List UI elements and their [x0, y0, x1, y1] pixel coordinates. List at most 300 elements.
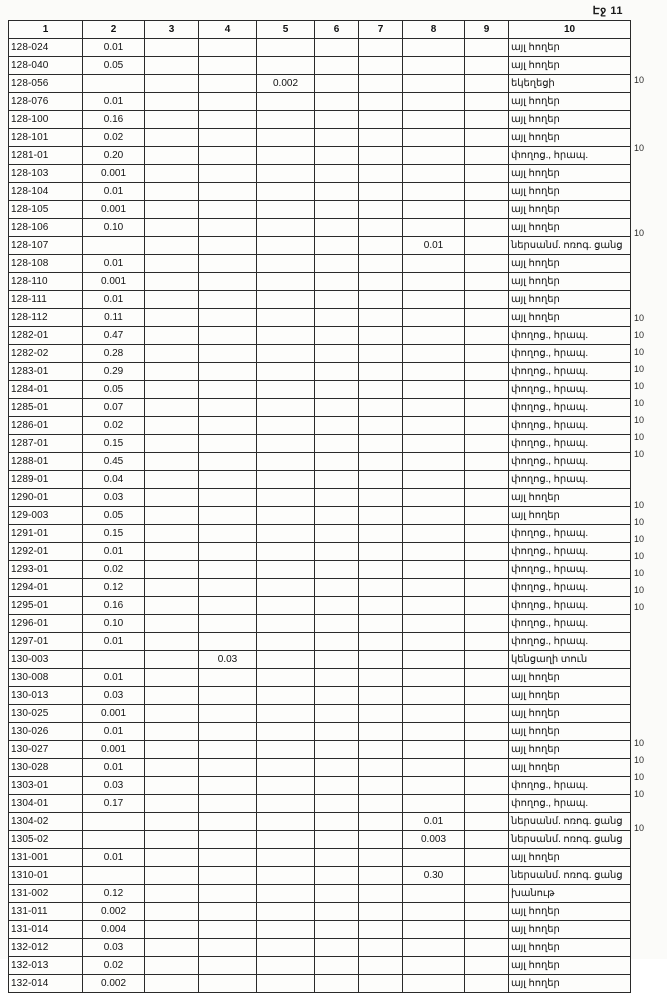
table-row [9, 219, 631, 237]
cell-col-7 [359, 921, 403, 939]
cell-col-6 [315, 291, 359, 309]
cell-col-3 [145, 399, 199, 417]
cell-col-9 [465, 219, 509, 237]
cell-col-2: 0.04 [83, 471, 145, 489]
cell-col-7 [359, 633, 403, 651]
cell-col-7 [359, 903, 403, 921]
margin-mark: 10 [634, 534, 645, 544]
cell-col-3 [145, 921, 199, 939]
cell-parcel-code: 1286-01 [9, 417, 83, 435]
cell-col-2: 0.01 [83, 633, 145, 651]
cell-land-use-note: փողոց., հրապ. [509, 327, 631, 345]
cell-col-3 [145, 111, 199, 129]
cell-col-3 [145, 759, 199, 777]
cell-col-7 [359, 111, 403, 129]
cell-col-7 [359, 363, 403, 381]
cell-col-6 [315, 903, 359, 921]
table-row [9, 957, 631, 975]
cell-col-3 [145, 363, 199, 381]
margin-mark [634, 667, 664, 684]
cell-land-use-note: փողոց., հրապ. [509, 633, 631, 651]
cell-col-6 [315, 579, 359, 597]
cell-col-5 [257, 921, 315, 939]
cell-col-5 [257, 183, 315, 201]
cell-col-9 [465, 921, 509, 939]
cell-col-4 [199, 291, 257, 309]
table-row [9, 687, 631, 705]
cell-col-2: 0.45 [83, 453, 145, 471]
cell-col-6 [315, 759, 359, 777]
table-row [9, 489, 631, 507]
cell-col-4 [199, 345, 257, 363]
cell-col-4 [199, 921, 257, 939]
cell-col-3 [145, 201, 199, 219]
cell-col-9 [465, 111, 509, 129]
cell-col-8 [403, 39, 465, 57]
cell-col-2: 0.28 [83, 345, 145, 363]
cell-col-7 [359, 129, 403, 147]
cell-col-3 [145, 165, 199, 183]
cell-parcel-code: 128-106 [9, 219, 83, 237]
cell-col-8 [403, 435, 465, 453]
table-row [9, 93, 631, 111]
cell-col-8 [403, 291, 465, 309]
cell-col-8 [403, 723, 465, 741]
cell-col-9 [465, 435, 509, 453]
cell-parcel-code: 130-027 [9, 741, 83, 759]
cell-col-6 [315, 147, 359, 165]
cell-parcel-code: 130-008 [9, 669, 83, 687]
cell-parcel-code: 1282-02 [9, 345, 83, 363]
cell-col-6 [315, 543, 359, 561]
cell-col-4 [199, 975, 257, 993]
margin-mark: 10 [634, 568, 645, 578]
cell-col-9 [465, 813, 509, 831]
cell-col-9 [465, 939, 509, 957]
cell-col-6 [315, 399, 359, 417]
cell-col-7 [359, 93, 403, 111]
cell-col-4 [199, 183, 257, 201]
cell-col-3 [145, 435, 199, 453]
margin-mark: 10 [634, 738, 645, 748]
cell-col-4 [199, 849, 257, 867]
table-row [9, 129, 631, 147]
margin-mark [634, 616, 664, 633]
table-row [9, 597, 631, 615]
cell-col-8 [403, 183, 465, 201]
cell-col-9 [465, 237, 509, 255]
cell-col-5 [257, 435, 315, 453]
cell-col-3 [145, 885, 199, 903]
column-header-3: 3 [145, 21, 199, 39]
cell-col-7 [359, 579, 403, 597]
cell-col-3 [145, 291, 199, 309]
margin-mark: 10 [634, 500, 645, 510]
cell-col-7 [359, 687, 403, 705]
cell-col-4: 0.03 [199, 651, 257, 669]
cell-col-5 [257, 39, 315, 57]
cell-col-9 [465, 885, 509, 903]
cell-col-3 [145, 273, 199, 291]
cell-col-3 [145, 687, 199, 705]
cell-col-6 [315, 39, 359, 57]
cell-col-7 [359, 939, 403, 957]
cell-land-use-note: այլ հողեր [509, 183, 631, 201]
cell-col-5 [257, 471, 315, 489]
cell-col-8 [403, 471, 465, 489]
cell-col-4 [199, 471, 257, 489]
cell-parcel-code: 128-024 [9, 39, 83, 57]
margin-mark: 10 [634, 517, 645, 527]
cell-parcel-code: 1289-01 [9, 471, 83, 489]
cell-col-3 [145, 579, 199, 597]
cell-col-9 [465, 651, 509, 669]
cell-col-2: 0.03 [83, 687, 145, 705]
table-row [9, 561, 631, 579]
cell-land-use-note: այլ հողեր [509, 705, 631, 723]
cell-land-use-note: այլ հողեր [509, 939, 631, 957]
cell-col-2: 0.001 [83, 201, 145, 219]
table-row [9, 453, 631, 471]
cell-parcel-code: 1295-01 [9, 597, 83, 615]
cell-col-9 [465, 147, 509, 165]
cell-parcel-code: 128-076 [9, 93, 83, 111]
cell-parcel-code: 1288-01 [9, 453, 83, 471]
table-header-row [9, 21, 631, 39]
cell-col-7 [359, 309, 403, 327]
cell-col-8 [403, 381, 465, 399]
cell-col-3 [145, 831, 199, 849]
cell-col-8 [403, 417, 465, 435]
cell-parcel-code: 128-112 [9, 309, 83, 327]
cell-col-3 [145, 417, 199, 435]
cell-col-6 [315, 417, 359, 435]
cell-col-4 [199, 129, 257, 147]
cell-land-use-note: այլ հողեր [509, 741, 631, 759]
cell-col-4 [199, 885, 257, 903]
cell-col-6 [315, 831, 359, 849]
cell-col-5 [257, 813, 315, 831]
cell-parcel-code: 1310-01 [9, 867, 83, 885]
cell-col-9 [465, 597, 509, 615]
cell-col-5 [257, 165, 315, 183]
margin-mark [634, 242, 664, 259]
cell-col-7 [359, 759, 403, 777]
cell-col-5 [257, 885, 315, 903]
cell-parcel-code: 132-014 [9, 975, 83, 993]
cell-col-4 [199, 57, 257, 75]
cell-col-7 [359, 669, 403, 687]
table-row [9, 507, 631, 525]
cell-col-2: 0.01 [83, 759, 145, 777]
cell-col-7 [359, 885, 403, 903]
cell-col-7 [359, 237, 403, 255]
cell-col-2: 0.11 [83, 309, 145, 327]
cell-col-8 [403, 75, 465, 93]
table-row [9, 201, 631, 219]
cell-land-use-note: այլ հողեր [509, 111, 631, 129]
cell-col-9 [465, 759, 509, 777]
cell-col-6 [315, 705, 359, 723]
cell-col-2: 0.02 [83, 957, 145, 975]
table-row [9, 615, 631, 633]
margin-mark: 10 [634, 432, 645, 442]
cell-parcel-code: 1294-01 [9, 579, 83, 597]
cell-col-7 [359, 273, 403, 291]
cell-col-7 [359, 795, 403, 813]
cell-col-6 [315, 507, 359, 525]
cell-land-use-note: փողոց., հրապ. [509, 579, 631, 597]
cell-col-6 [315, 363, 359, 381]
cell-col-4 [199, 795, 257, 813]
cell-col-9 [465, 489, 509, 507]
cell-col-8 [403, 219, 465, 237]
cell-col-2: 0.05 [83, 57, 145, 75]
cell-col-5 [257, 525, 315, 543]
margin-mark [634, 123, 664, 140]
cell-parcel-code: 1303-01 [9, 777, 83, 795]
cell-col-8: 0.003 [403, 831, 465, 849]
margin-marks-column [634, 20, 664, 939]
table-row [9, 849, 631, 867]
cell-col-7 [359, 147, 403, 165]
cell-col-7 [359, 165, 403, 183]
cell-col-4 [199, 435, 257, 453]
margin-mark [634, 208, 664, 225]
cell-col-8 [403, 687, 465, 705]
cell-col-6 [315, 795, 359, 813]
cell-col-2: 0.02 [83, 129, 145, 147]
cell-col-6 [315, 867, 359, 885]
cell-col-9 [465, 345, 509, 363]
cell-col-5 [257, 561, 315, 579]
cell-col-5 [257, 57, 315, 75]
cell-land-use-note: այլ հողեր [509, 165, 631, 183]
cell-parcel-code: 1292-01 [9, 543, 83, 561]
cell-land-use-note: փողոց., հրապ. [509, 543, 631, 561]
cell-col-2: 0.07 [83, 399, 145, 417]
cell-col-3 [145, 147, 199, 165]
cell-col-8 [403, 885, 465, 903]
cell-col-7 [359, 219, 403, 237]
cell-col-6 [315, 345, 359, 363]
cell-col-8 [403, 741, 465, 759]
cell-col-9 [465, 381, 509, 399]
cell-col-7 [359, 183, 403, 201]
cell-land-use-note: ներսանմ. ոռոգ. ցանց [509, 237, 631, 255]
cell-col-7 [359, 471, 403, 489]
cell-col-7 [359, 435, 403, 453]
cell-col-3 [145, 129, 199, 147]
cell-parcel-code: 130-025 [9, 705, 83, 723]
cell-col-9 [465, 363, 509, 381]
margin-mark [634, 55, 664, 72]
cell-col-2: 0.03 [83, 939, 145, 957]
cell-land-use-note: փողոց., հրապ. [509, 399, 631, 417]
cell-col-6 [315, 597, 359, 615]
cell-land-use-note: փողոց., հրապ. [509, 381, 631, 399]
cell-land-use-note: ներսանմ. ոռոգ. ցանց [509, 867, 631, 885]
cell-col-4 [199, 579, 257, 597]
cell-col-2: 0.01 [83, 93, 145, 111]
margin-mark [634, 293, 664, 310]
cell-col-4 [199, 237, 257, 255]
cell-col-7 [359, 255, 403, 273]
cell-land-use-note: այլ հողեր [509, 309, 631, 327]
cell-col-2 [83, 237, 145, 255]
cell-col-4 [199, 777, 257, 795]
table-row [9, 939, 631, 957]
cell-col-8 [403, 849, 465, 867]
cell-col-6 [315, 183, 359, 201]
margin-mark [634, 684, 664, 701]
cell-col-3 [145, 597, 199, 615]
cell-col-8 [403, 309, 465, 327]
cell-land-use-note: այլ հողեր [509, 921, 631, 939]
cell-col-3 [145, 741, 199, 759]
margin-mark: 10 [634, 313, 645, 323]
cell-col-8 [403, 93, 465, 111]
margin-mark [634, 276, 664, 293]
cell-col-9 [465, 399, 509, 417]
cell-col-5: 0.002 [257, 75, 315, 93]
cell-col-2: 0.01 [83, 543, 145, 561]
cell-parcel-code: 128-108 [9, 255, 83, 273]
table-row [9, 57, 631, 75]
land-registry-table [8, 20, 631, 993]
cell-col-2 [83, 75, 145, 93]
cell-col-6 [315, 687, 359, 705]
cell-col-9 [465, 291, 509, 309]
cell-col-9 [465, 669, 509, 687]
cell-col-2 [83, 867, 145, 885]
cell-land-use-note: այլ հողեր [509, 903, 631, 921]
cell-col-7 [359, 831, 403, 849]
cell-col-5 [257, 507, 315, 525]
cell-col-8 [403, 255, 465, 273]
cell-col-4 [199, 111, 257, 129]
cell-col-3 [145, 795, 199, 813]
cell-parcel-code: 130-003 [9, 651, 83, 669]
cell-col-7 [359, 777, 403, 795]
cell-land-use-note: փողոց., հրապ. [509, 363, 631, 381]
cell-col-5 [257, 777, 315, 795]
cell-parcel-code: 130-013 [9, 687, 83, 705]
column-header-8: 8 [403, 21, 465, 39]
cell-col-5 [257, 129, 315, 147]
cell-col-2: 0.12 [83, 885, 145, 903]
cell-col-6 [315, 327, 359, 345]
cell-col-5 [257, 687, 315, 705]
cell-col-5 [257, 363, 315, 381]
cell-col-2: 0.20 [83, 147, 145, 165]
cell-land-use-note: փողոց., հրապ. [509, 417, 631, 435]
table-row [9, 885, 631, 903]
cell-col-8 [403, 147, 465, 165]
cell-col-6 [315, 453, 359, 471]
cell-parcel-code: 1290-01 [9, 489, 83, 507]
column-header-2: 2 [83, 21, 145, 39]
cell-col-5 [257, 219, 315, 237]
cell-col-6 [315, 939, 359, 957]
table-row [9, 309, 631, 327]
cell-col-8 [403, 129, 465, 147]
cell-col-6 [315, 129, 359, 147]
cell-col-3 [145, 345, 199, 363]
cell-col-6 [315, 723, 359, 741]
cell-col-4 [199, 669, 257, 687]
cell-col-6 [315, 813, 359, 831]
cell-col-8 [403, 579, 465, 597]
cell-parcel-code: 1287-01 [9, 435, 83, 453]
cell-col-2: 0.05 [83, 507, 145, 525]
cell-col-6 [315, 219, 359, 237]
cell-col-2: 0.15 [83, 435, 145, 453]
cell-col-4 [199, 309, 257, 327]
table-row [9, 327, 631, 345]
cell-col-4 [199, 957, 257, 975]
margin-mark [634, 905, 664, 922]
cell-col-6 [315, 615, 359, 633]
cell-col-5 [257, 795, 315, 813]
cell-col-6 [315, 669, 359, 687]
cell-col-8 [403, 399, 465, 417]
column-header-10: 10 [509, 21, 631, 39]
cell-col-8 [403, 957, 465, 975]
cell-col-7 [359, 597, 403, 615]
cell-land-use-note: այլ հողեր [509, 759, 631, 777]
cell-col-8 [403, 903, 465, 921]
margin-mark [634, 701, 664, 718]
cell-col-2: 0.01 [83, 849, 145, 867]
cell-col-4 [199, 633, 257, 651]
cell-col-8 [403, 669, 465, 687]
cell-col-5 [257, 615, 315, 633]
table-row [9, 111, 631, 129]
cell-col-5 [257, 201, 315, 219]
cell-land-use-note: այլ հողեր [509, 723, 631, 741]
cell-land-use-note: այլ հողեր [509, 129, 631, 147]
table-row [9, 741, 631, 759]
table-row [9, 705, 631, 723]
cell-col-6 [315, 75, 359, 93]
cell-col-9 [465, 561, 509, 579]
cell-col-5 [257, 111, 315, 129]
cell-land-use-note: եկեղեցի [509, 75, 631, 93]
margin-mark: 10 [634, 789, 645, 799]
cell-col-3 [145, 57, 199, 75]
cell-col-5 [257, 147, 315, 165]
cell-land-use-note: այլ հողեր [509, 57, 631, 75]
cell-col-4 [199, 165, 257, 183]
margin-mark [634, 259, 664, 276]
cell-col-9 [465, 795, 509, 813]
table-row [9, 975, 631, 993]
cell-col-9 [465, 183, 509, 201]
cell-col-6 [315, 381, 359, 399]
cell-col-3 [145, 39, 199, 57]
cell-col-6 [315, 921, 359, 939]
cell-col-9 [465, 741, 509, 759]
cell-col-3 [145, 957, 199, 975]
cell-col-8 [403, 507, 465, 525]
cell-col-3 [145, 813, 199, 831]
cell-col-4 [199, 75, 257, 93]
margin-mark: 10 [634, 585, 645, 595]
margin-mark: 10 [634, 602, 645, 612]
cell-parcel-code: 131-011 [9, 903, 83, 921]
cell-land-use-note: այլ հողեր [509, 687, 631, 705]
